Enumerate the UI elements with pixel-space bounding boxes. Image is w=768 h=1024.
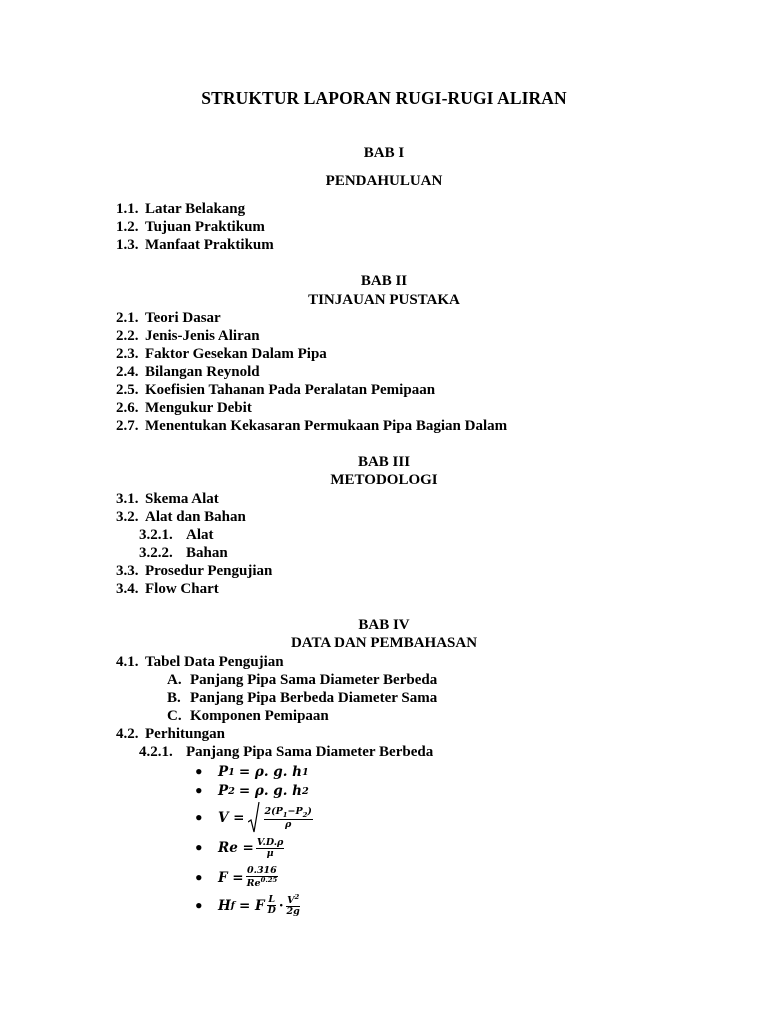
list-item: 2.4. Bilangan Reynold	[116, 364, 260, 380]
list-item: 3.2. Alat dan Bahan	[116, 509, 246, 525]
formula-velocity: • V = $\frac{2(P_1-P_2)}{\rho}$	[194, 802, 317, 834]
page-title: STRUKTUR LAPORAN RUGI-RUGI ALIRAN	[201, 88, 567, 108]
list-item: B. Panjang Pipa Berbeda Diameter Sama	[167, 690, 438, 706]
bab3-subtitle: METODOLOGI	[330, 472, 438, 488]
sqrt-icon: $\frac{2(P_1-P_2)}{\rho}$	[248, 802, 317, 834]
formula-reynolds: • Re = $\frac{V.D.\rho}{\mu}$	[194, 837, 284, 859]
formula-friction: • F = $\frac{0.316}{Re^{0.25}}$	[194, 865, 278, 890]
bullet-icon: •	[194, 839, 204, 858]
bab4-heading: BAB IV	[358, 617, 410, 633]
bullet-icon: •	[194, 896, 204, 915]
list-item: 4.1. Tabel Data Pengujian	[116, 654, 284, 670]
list-item: 3.3. Prosedur Pengujian	[116, 563, 273, 579]
list-item: 3.1. Skema Alat	[116, 491, 219, 507]
list-item: 1.2. Tujuan Praktikum	[116, 219, 265, 235]
bab2-subtitle: TINJAUAN PUSTAKA	[308, 292, 460, 308]
formula-p2: • P 2 = ρ. g. h 2	[194, 782, 309, 800]
list-item: C. Komponen Pemipaan	[167, 708, 329, 724]
bab2-heading: BAB II	[360, 273, 408, 289]
list-item: 2.2. Jenis-Jenis Aliran	[116, 328, 260, 344]
list-item: 2.6. Mengukur Debit	[116, 400, 252, 416]
bullet-icon: •	[194, 763, 204, 781]
list-item: 1.1. Latar Belakang	[116, 201, 246, 217]
list-item: 3.2.2. Bahan	[139, 545, 228, 561]
bab4-subtitle: DATA DAN PEMBAHASAN	[290, 635, 478, 651]
list-item: 3.2.1. Alat	[139, 527, 214, 543]
list-item: 2.3. Faktor Gesekan Dalam Pipa	[116, 346, 327, 362]
list-item: 2.1. Teori Dasar	[116, 310, 221, 326]
formula-head-loss: • H f = F $\frac{L}{D}$ · $\frac{V^2}{2g}$	[194, 893, 300, 918]
list-item: 4.2.1. Panjang Pipa Sama Diameter Berbeda	[139, 744, 434, 760]
list-item: 3.4. Flow Chart	[116, 581, 219, 597]
list-item: 2.5. Koefisien Tahanan Pada Peralatan Pemipaan	[116, 382, 436, 398]
list-item: 2.7. Menentukan Kekasaran Permukaan Pipa Bagian Dalam	[116, 418, 508, 434]
bullet-icon: •	[194, 809, 204, 827]
bab1-subtitle: PENDAHULUAN	[325, 173, 443, 189]
bab1-heading: BAB I	[363, 145, 405, 161]
list-item: 1.3. Manfaat Praktikum	[116, 237, 274, 253]
bullet-icon: •	[194, 868, 204, 887]
bullet-icon: •	[194, 782, 204, 800]
bab3-heading: BAB III	[357, 454, 411, 470]
list-item: 4.2. Perhitungan	[116, 726, 226, 742]
formula-p1: • P 1 = ρ. g. h 1	[194, 763, 309, 781]
list-item: A. Panjang Pipa Sama Diameter Berbeda	[167, 672, 438, 688]
